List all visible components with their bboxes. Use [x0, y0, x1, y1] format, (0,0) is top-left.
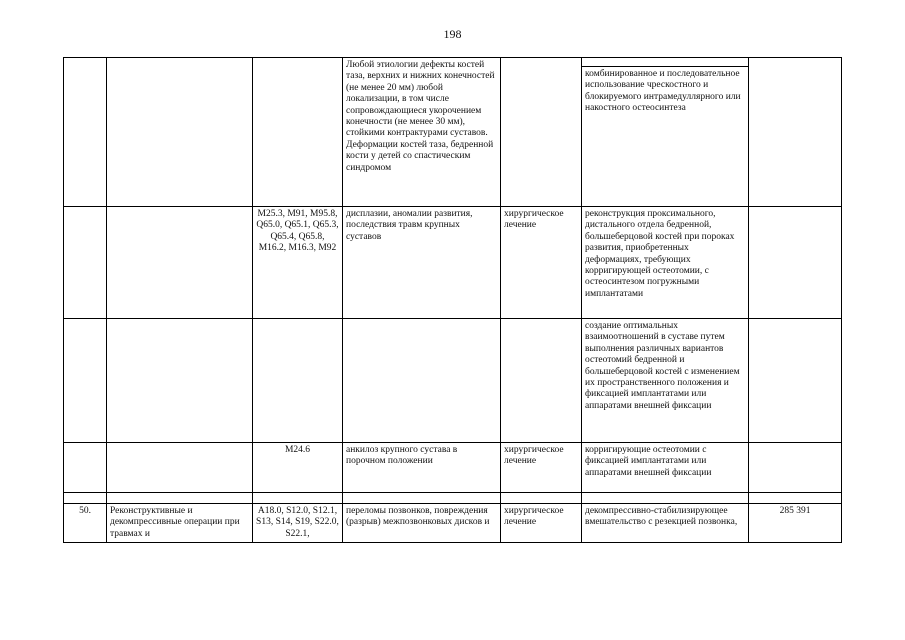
cell-price [749, 207, 842, 319]
cell-codes: A18.0, S12.0, S12.1, S13, S14, S19, S22.0, S22.1, [253, 504, 343, 543]
cell-spacer [501, 493, 582, 504]
cell-spacer [749, 493, 842, 504]
cell-number [64, 319, 107, 443]
cell-type [501, 319, 582, 443]
cell-method: создание оптимальных взаимоотношений в суставе путем выполнения различных вариантов остеотомий бедренной и большеберцовой костей с изменением их пространственного положения и фиксацией имплантатами или аппаратами внешней фиксации [582, 319, 749, 443]
cell-method: декомпрессивно-стабилизирующее вмешательство с резекцией позвонка, [582, 504, 749, 543]
cell-model [343, 319, 501, 443]
cell-type: хирургическое лечение [501, 207, 582, 319]
cell-codes [253, 319, 343, 443]
table-row [64, 58, 842, 207]
procedures-table [63, 57, 842, 543]
cell-method: реконструкция проксимального, дистального отдела бедренной, большеберцовой костей при пороках развития, приобретенных деформациях, требующих корригирующей остеотомии, с остеосинтезом погружными имплантатами [582, 207, 749, 319]
table-row [64, 319, 842, 443]
cell-type: хирургическое лечение [501, 504, 582, 543]
cell-model: дисплазии, аномалии развития, последствия травм крупных суставов [343, 207, 501, 319]
cell-spacer [343, 493, 501, 504]
cell-price [749, 443, 842, 493]
cell-method [582, 58, 749, 207]
page-number: 198 [443, 27, 462, 41]
cell-divider [582, 58, 748, 67]
cell-type [501, 58, 582, 207]
cell-number [64, 58, 107, 207]
cell-price [749, 319, 842, 443]
cell-model: переломы позвонков, повреждения (разрыв) межпозвонковых дисков и [343, 504, 501, 543]
table-row [64, 207, 842, 319]
table-row [64, 504, 842, 543]
cell-name: Реконструктивные и декомпрессивные операции при травмах и [107, 504, 253, 543]
cell-spacer [253, 493, 343, 504]
cell-codes: M25.3, M91, M95.8, Q65.0, Q65.1, Q65.3, Q65.4, Q65.8, M16.2, M16.3, M92 [253, 207, 343, 319]
cell-price: 285 391 [749, 504, 842, 543]
cell-model: анкилоз крупного сустава в порочном положении [343, 443, 501, 493]
cell-name [107, 207, 253, 319]
cell-method: корригирующие остеотомии с фиксацией имплантатами или аппаратами внешней фиксации [582, 443, 749, 493]
cell-method-text: комбинированное и последовательное использование чрескостного и блокируемого интрамедуллярного или накостного остеосинтеза [585, 69, 741, 114]
cell-spacer [107, 493, 253, 504]
cell-number [64, 443, 107, 493]
cell-number: 50. [64, 504, 107, 543]
cell-type: хирургическое лечение [501, 443, 582, 493]
cell-name [107, 443, 253, 493]
cell-price [749, 58, 842, 207]
cell-spacer [582, 493, 749, 504]
cell-name [107, 58, 253, 207]
cell-number [64, 207, 107, 319]
cell-spacer [64, 493, 107, 504]
cell-name [107, 319, 253, 443]
table-row [64, 443, 842, 493]
cell-model: Любой этиологии дефекты костей таза, верхних и нижних конечностей (не менее 20 мм) любой локализации, в том числе сопровождающиеся укорочением конечности (не менее 30 мм), стойкими контрактурами суставов. Деформации костей таза, бедренной кости у детей со спастическим синдромом [343, 58, 501, 207]
cell-codes: M24.6 [253, 443, 343, 493]
table-row-spacer [64, 493, 842, 504]
cell-codes [253, 58, 343, 207]
